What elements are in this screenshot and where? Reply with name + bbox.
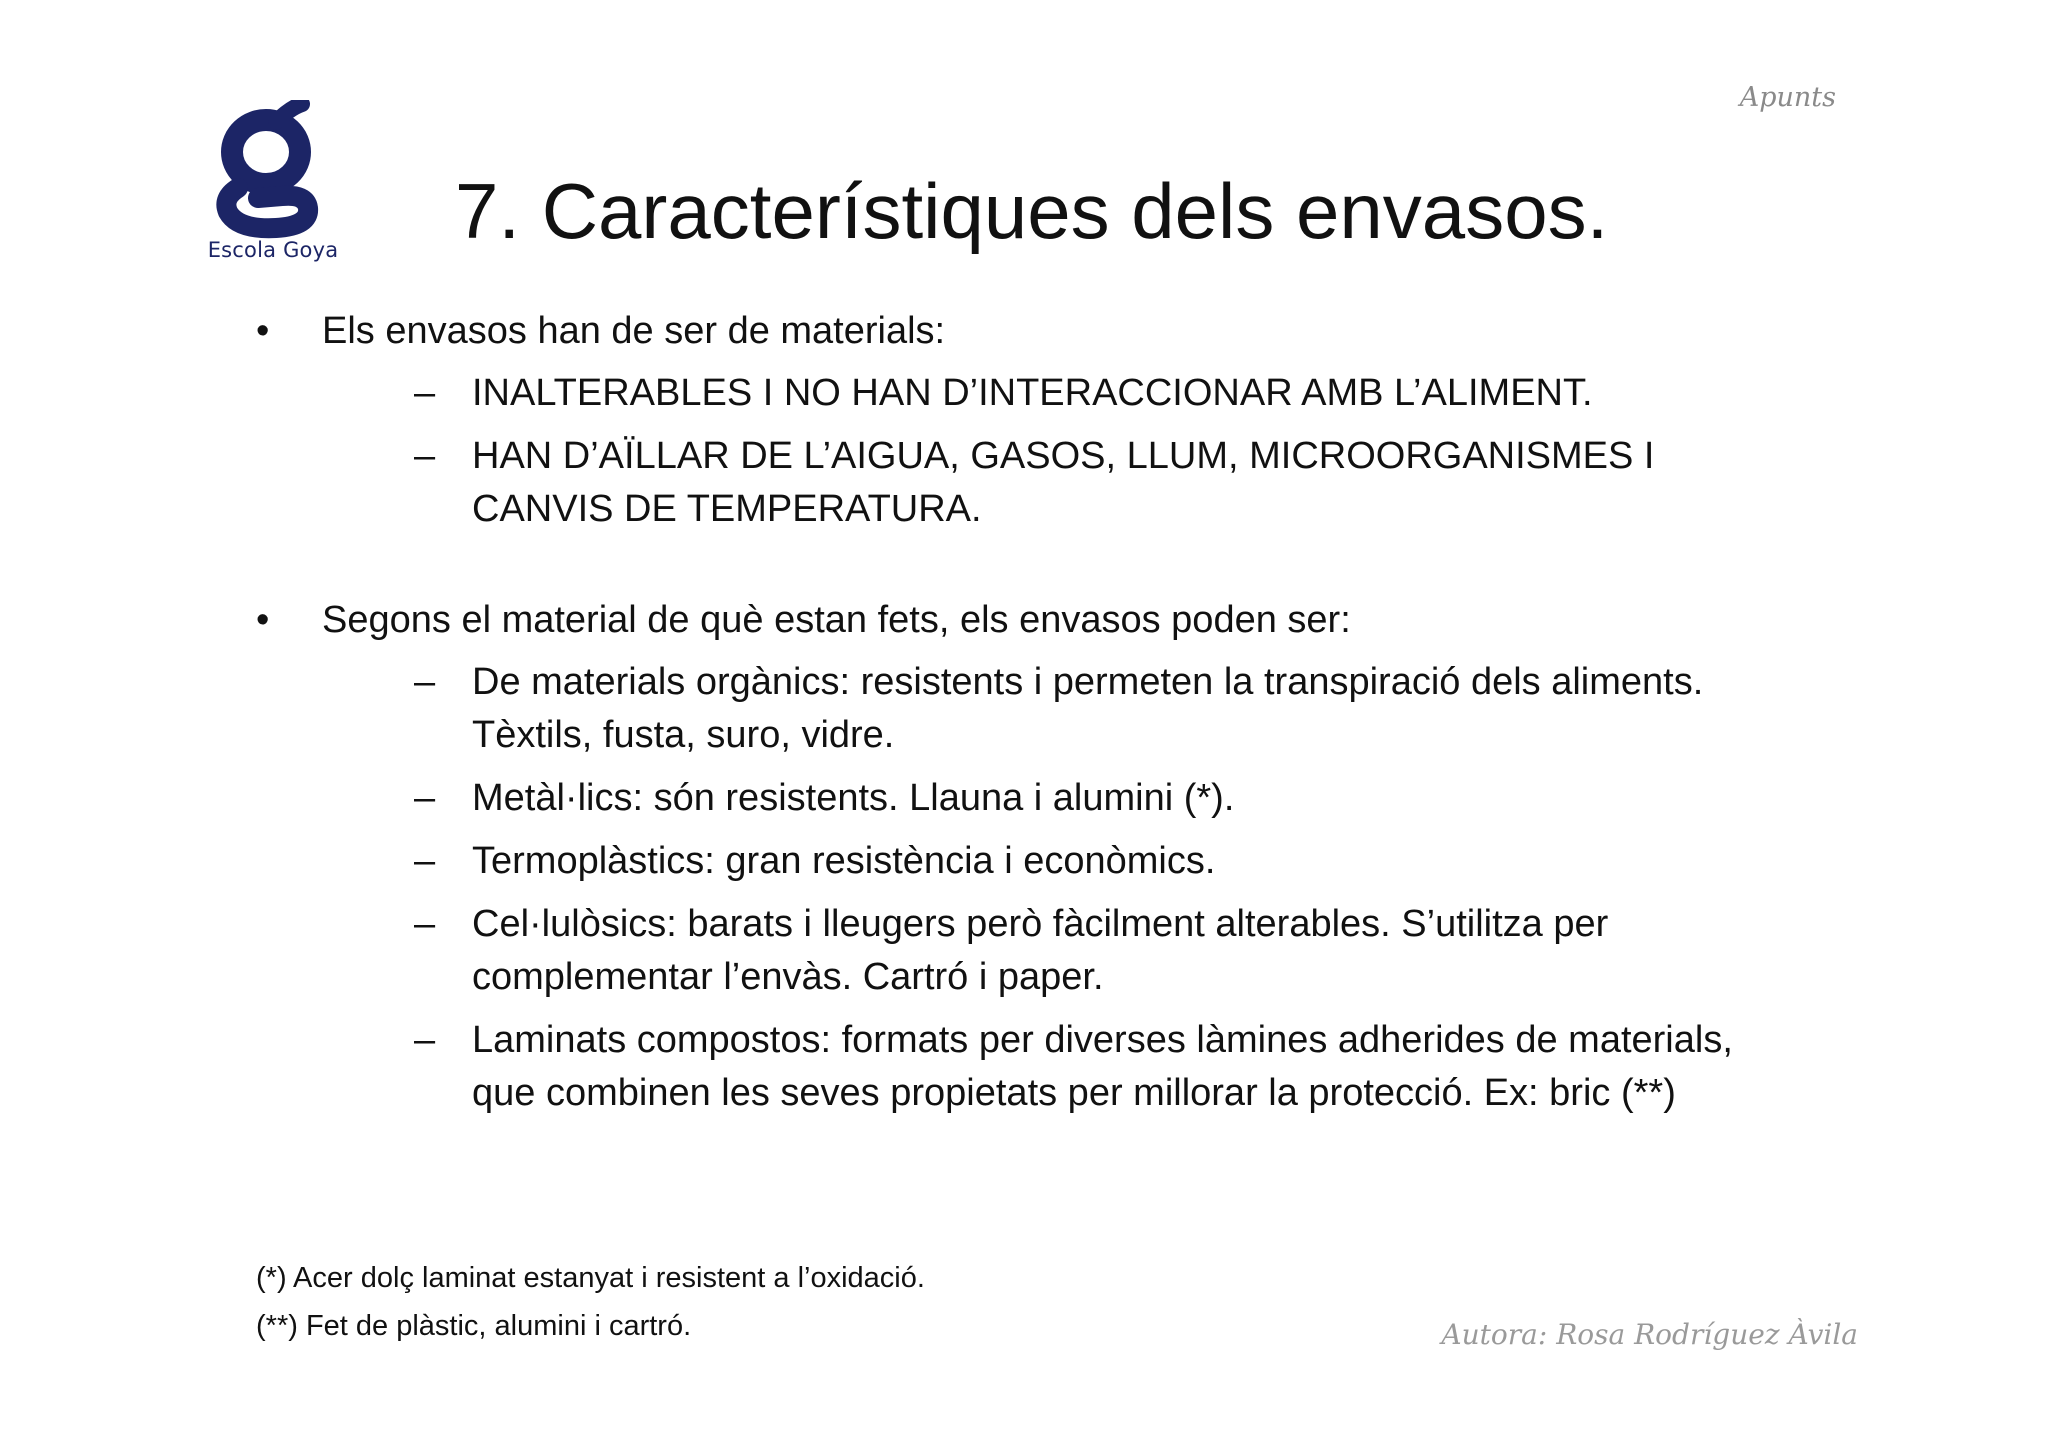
bullet-icon: • [256,599,270,641]
top-note: Apunts [1739,82,1836,113]
footnote: (*) Acer dolç laminat estanyat i resistent a l’oxidació. [256,1262,925,1294]
bullet-item [250,594,1770,1120]
dash-icon: – [414,372,436,414]
sub-item [322,367,1770,420]
dash-icon: – [414,661,436,703]
bullet-item [250,305,1770,536]
escola-goya-logo [198,100,348,270]
sub-item [322,430,1770,536]
sub-item [322,1014,1770,1120]
bullet-icon: • [256,310,270,352]
bullet-text: Segons el material de què estan fets, els envasos poden ser: [322,599,1351,641]
dash-icon: – [414,1019,436,1061]
sub-text: Laminats compostos: formats per diverses làmines adherides de materials, que combinen les seves propietats per millorar la protecció. Ex: bric (**) [472,1019,1733,1114]
dash-icon: – [414,435,436,477]
dash-icon: – [414,903,436,945]
footnote: (**) Fet de plàstic, alumini i cartró. [256,1310,692,1342]
sub-item [322,898,1770,1004]
slide-title: 7. Característiques dels envasos. [455,167,1609,255]
sub-text: Termoplàstics: gran resistència i econòmics. [472,840,1216,882]
sub-text: Cel·lulòsics: barats i lleugers però fàcilment alterables. S’utilitza per complementar l’envàs. Cartró i paper. [472,903,1609,998]
sub-text: HAN D’AÏLLAR DE L’AIGUA, GASOS, LLUM, MICROORGANISMES I CANVIS DE TEMPERATURA. [472,435,1655,530]
logo-caption: Escola Goya [207,238,339,262]
footnotes [256,1254,925,1350]
g-logo-icon [198,100,348,240]
sub-list [322,656,1770,1120]
dash-icon: – [414,777,436,819]
slide-content [250,305,1770,1130]
author-signature: Autora: Rosa Rodríguez Àvila [1441,1318,1858,1351]
sub-item [322,656,1770,762]
dash-icon: – [414,840,436,882]
sub-list [322,367,1770,536]
sub-text: De materials orgànics: resistents i permeten la transpiració dels aliments. Tèxtils, fusta, suro, vidre. [472,661,1704,756]
sub-item [322,835,1770,888]
sub-item [322,772,1770,825]
sub-text: INALTERABLES I NO HAN D’INTERACCIONAR AMB L’ALIMENT. [472,372,1593,414]
bullet-text: Els envasos han de ser de materials: [322,310,946,352]
sub-text: Metàl·lics: són resistents. Llauna i alumini (*). [472,777,1235,819]
